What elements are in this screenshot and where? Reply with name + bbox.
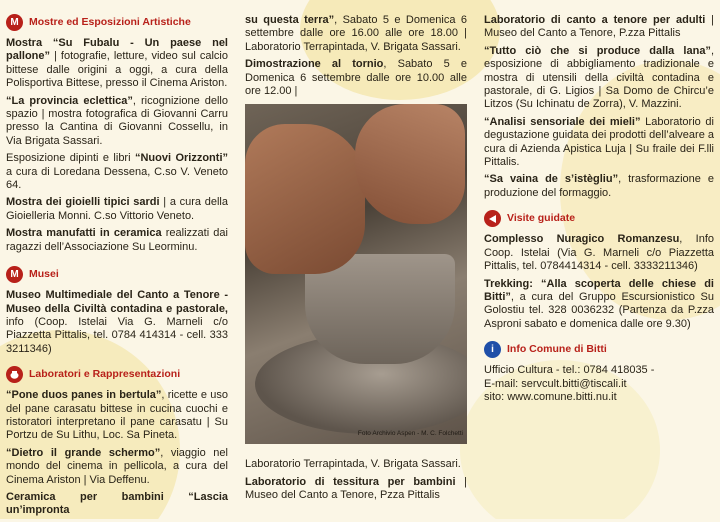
info-icon: i <box>484 341 501 358</box>
event-entry: Laboratorio di tessitura per bambini | Museo del Canto a Tenore, Pzza Pittalis <box>245 475 467 502</box>
event-entry: Mostra “Su Fubalu - Un paese nel pallone” | fotografie, letture, video sul calcio bittese dalle origini a oggi, a cura della Polisportiva Bittese, presso il Cinema Ariston. <box>6 37 228 90</box>
column-middle <box>245 0 467 507</box>
section-title: Visite guidate <box>507 212 576 225</box>
section-header-laboratori <box>6 366 228 383</box>
pottery-wheel-photo <box>245 104 467 444</box>
event-entry: Laboratorio di canto a tenore per adulti | Museo del Canto a Tenore, P.zza Pittalis <box>484 14 715 40</box>
event-entry: Museo Multimediale del Canto a Tenore - Museo della Civiltà contadina e pastorale, info (Coop. Istelai Via G. Marneli c/o Piazzetta Pittalis, tel. 0784 414314 - cell. 333 3211346) <box>6 289 228 355</box>
event-entry: “La provincia eclettica”, ricognizione dello spazio | mostra fotografica di Giovanni Carru presso la Cantina di Giovanni Cossellu, in Via Brigata Sassari. <box>6 94 228 147</box>
pot-icon <box>6 366 23 383</box>
event-entry: “Pone duos panes in bertula”, ricette e uso del pane carasatu bittese in cucina cuochi e ristoratori interpretano il pane carasatu | Su Portzu de Su Lithu, Loc. Sa Pineta. <box>6 389 228 442</box>
section-header-musei <box>6 266 228 283</box>
hand-shape <box>355 104 465 224</box>
event-entry: “Tutto ciò che si produce dalla lana”, esposizione di abbigliamento tradizionale e mostra di utensili della civiltà contadina e pastorale, di G. Ligios | Sa Domo de Chircu’e Litzos (Su Ichinatu de Zorra), V. Mazzini. <box>484 44 714 111</box>
arrow-left-icon <box>484 210 501 227</box>
event-entry: “Analisi sensoriale dei mieli” Laboratorio di degustazione guidata dei prodotti dell’alveare a cura di Azienda Apistica Luja | Su fraile dei F.lli Pittalis. <box>484 115 714 169</box>
info-website[interactable]: sito: www.comune.bitti.nu.it <box>484 390 617 403</box>
hand-shape <box>245 124 365 274</box>
section-title: Mostre ed Esposizioni Artistiche <box>29 15 191 28</box>
column-left <box>6 0 228 522</box>
section-header-mostre <box>6 14 228 31</box>
event-entry: Laboratorio Terrapintada, V. Brigata Sassari. <box>245 458 461 471</box>
section-title: Musei <box>29 267 59 280</box>
event-entry: Dimostrazione al tornio, Sabato 5 e Domenica 6 settembre dalle ore 10.00 alle ore 12.00 | <box>245 58 467 98</box>
section-header-visite <box>484 210 714 227</box>
column-right <box>484 0 714 404</box>
museum-m-icon: M <box>6 266 23 283</box>
info-line: Ufficio Cultura - tel.: 0784 418035 - <box>484 364 655 377</box>
event-entry: Complesso Nuragico Romanzesu, Info Coop. Istelai (Via G. Marneli c/o Piazzetta Pittalis, tel. 0784414314 - cell. 3333211346) <box>484 233 714 273</box>
event-entry: “Sa vaina de s’istègliu”, trasformazione e produzione del formaggio. <box>484 173 714 199</box>
event-entry: Ceramica per bambini “Lascia un’impronta <box>6 490 228 517</box>
museum-m-icon: M <box>6 14 23 31</box>
event-entry: Trekking: “Alla scoperta delle chiese di Bitti”, a cura del Gruppo Escursionistico Su Golostiu tel. 328 0036232 (Partenza da P.zza Asproni sabato e domenica dalle ore 9.30) <box>484 277 714 330</box>
section-title: Laboratori e Rappresentazioni <box>29 367 181 380</box>
event-entry: Mostra dei gioielli tipici sardi | a cura della Gioielleria Monni. C.so Vittorio Veneto. <box>6 196 228 222</box>
event-entry: su questa terra”, Sabato 5 e Domenica 6 settembre dalle ore 16.00 alle ore 18.00 | Laboratorio Terrapintada, V. Brigata Sassari. <box>245 14 467 53</box>
section-title: Info Comune di Bitti <box>507 342 607 355</box>
event-entry: Mostra manufatti in ceramica realizzati dai ragazzi dell’Associazione Su Leorminu. <box>6 227 228 253</box>
section-header-info <box>484 341 714 358</box>
info-email[interactable]: E-mail: servcult.bitti@tiscali.it <box>484 377 627 390</box>
event-entry: Esposizione dipinti e libri “Nuovi Orizzonti” a cura di Loredana Dessena, C.so V. Veneto 64. <box>6 152 228 192</box>
event-entry: “Dietro il grande schermo”, viaggio nel mondo del cinema in pellicola, a cura del Cinema Ariston | Via Deffenu. <box>6 446 228 486</box>
photo-caption: Foto Archivio Aspen - M. C. Folchetti <box>357 430 463 438</box>
